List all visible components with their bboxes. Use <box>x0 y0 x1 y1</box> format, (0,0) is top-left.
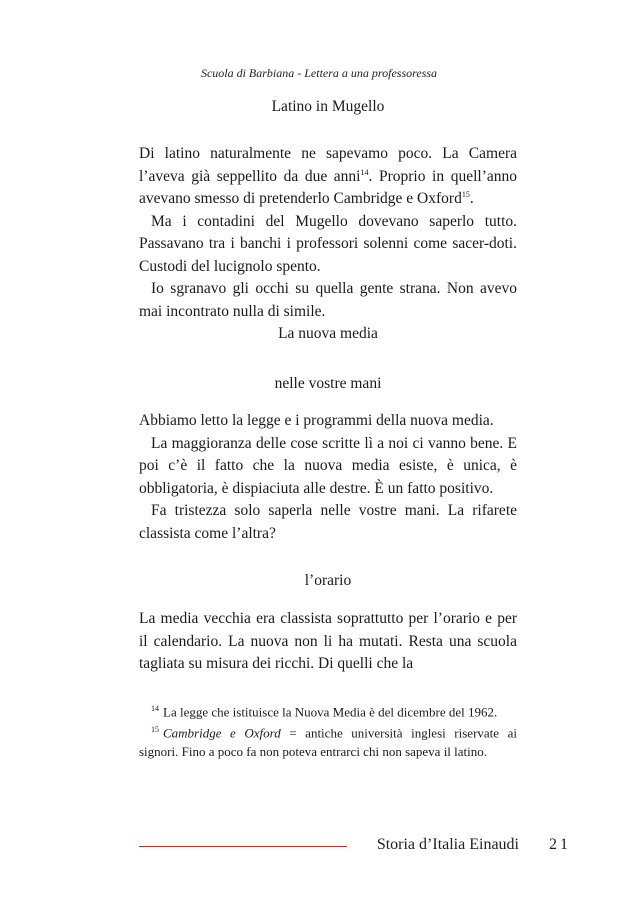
section-heading-latino: Latino in Mugello <box>271 98 385 115</box>
footnote-italic-term: Cambridge e Oxford <box>163 725 281 741</box>
footnote-number: 14 <box>151 704 159 713</box>
publisher-name: Storia d’Italia Einaudi <box>376 836 519 853</box>
section-heading-mani: nelle vostre mani <box>274 375 382 392</box>
paragraph: Abbiamo letto la legge e i programmi della nuova media. <box>139 412 494 429</box>
footnotes <box>139 700 517 761</box>
footer-rule <box>139 846 347 847</box>
paragraph: Fa tristezza solo saperla nelle vostre mani. La rifarete classista come l’altra? <box>139 502 517 542</box>
footnote-ref[interactable]: 15 <box>461 189 470 199</box>
section-body-latino <box>139 143 517 323</box>
paragraph: Io sgranavo gli occhi su quella gente strana. Non avevo mai incontrato nulla di simile. <box>139 280 517 320</box>
section-body-mani <box>139 410 517 545</box>
text-run: . Proprio in quell’anno avevano smesso di pretenderlo Cambridge e Oxford <box>139 167 517 207</box>
footnote-text: = antiche università inglesi riservate ai signori. Fino a poco fa non poteva entrarci chi non sapeva il latino. <box>139 725 517 759</box>
page-number: 21 <box>549 836 571 853</box>
paragraph: Ma i contadini del Mugello dovevano saperlo tutto. Passavano tra i banchi i professori solenni come sacer-doti. Custodi del lucignolo spento. <box>139 212 517 275</box>
text-run: . <box>469 190 474 207</box>
paragraph <box>139 143 517 211</box>
section-body-orario <box>139 608 517 676</box>
footnote-ref[interactable]: 14 <box>360 167 369 177</box>
paragraph: La maggioranza delle cose scritte lì a noi ci vanno bene. E poi c’è il fatto che la nuova media esiste, è unica, è obbligatoria, è dispiaciuta alle destre. È un fatto positivo. <box>139 434 517 497</box>
section-heading-nuova-media: La nuova media <box>278 325 378 342</box>
footnote-14 <box>139 700 517 721</box>
footnote-text: La legge che istituisce la Nuova Media è del dicembre del 1962. <box>163 704 498 720</box>
footnote-number: 15 <box>151 725 159 735</box>
running-head: Scuola di Barbiana - Lettera a una professoressa <box>200 66 438 80</box>
text-run: Di latino naturalmente ne sapevamo poco. La Camera l’aveva già seppellito da due anni <box>139 145 517 185</box>
paragraph: La media vecchia era classista soprattutto per l’orario e per il calendario. La nuova non li ha mutati. Resta una scuola tagliata su misura dei ricchi. Di quelli che la <box>139 610 517 672</box>
footnote-15 <box>139 721 517 760</box>
section-heading-orario: l’orario <box>304 572 352 589</box>
